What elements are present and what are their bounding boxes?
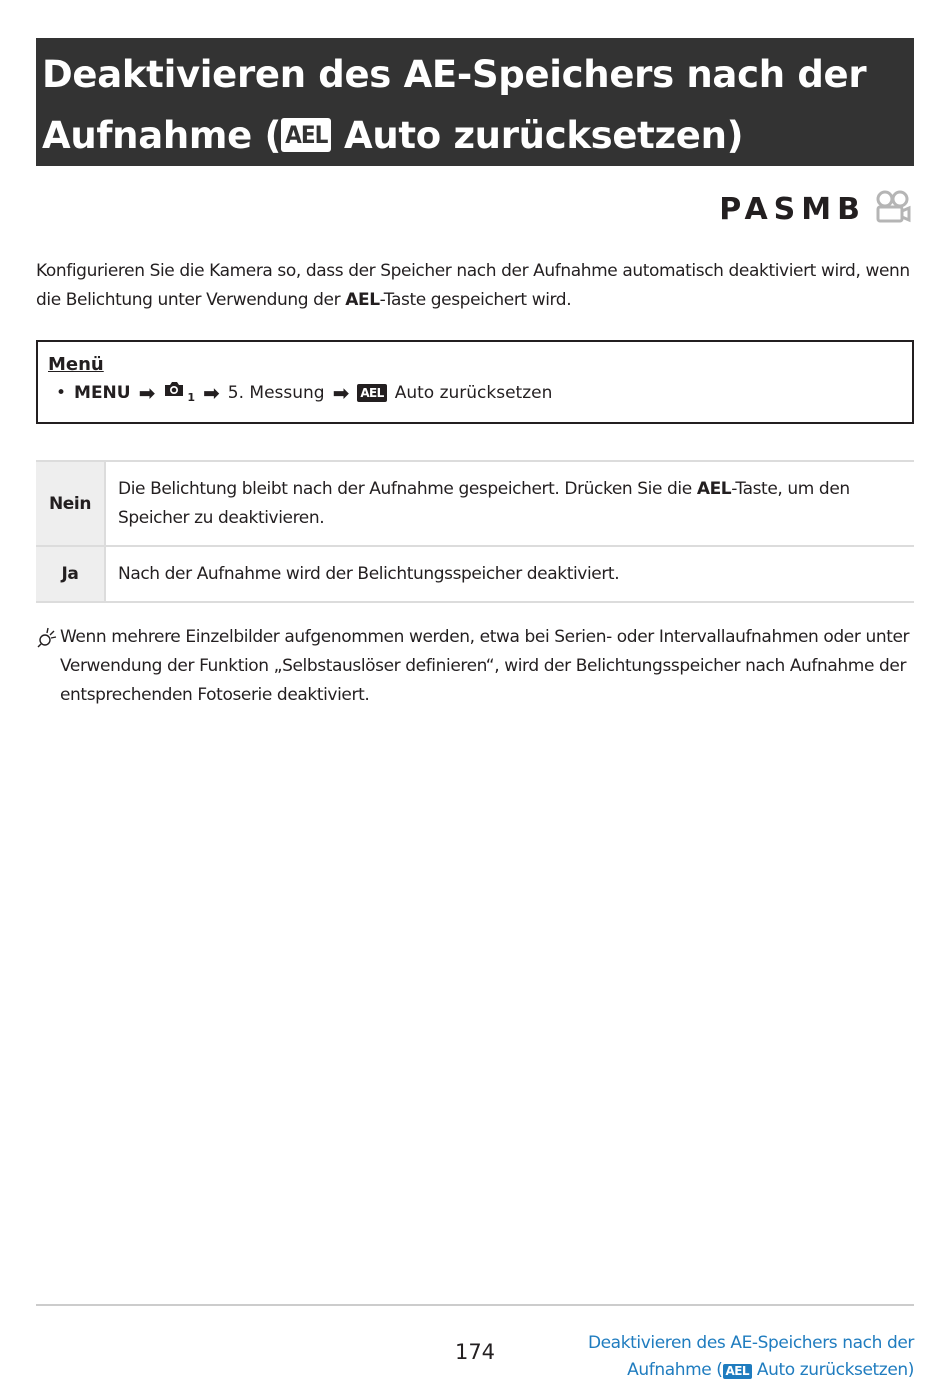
option-description: Nach der Aufnahme wird der Belichtungsspeicher deaktiviert. [105, 546, 914, 602]
option-key: Nein [36, 461, 105, 546]
option-ael-bold: AEL [696, 478, 732, 499]
movie-camera-icon [874, 190, 912, 228]
title-suffix: Auto zurücksetzen) [331, 114, 744, 157]
link-prefix[interactable]: Aufnahme ( [627, 1360, 723, 1380]
page-title [36, 38, 914, 166]
menu-box [36, 340, 914, 424]
tip-note [36, 623, 916, 710]
arrow-icon: ➡ [332, 381, 350, 405]
menu-path [56, 378, 902, 408]
camera-icon [163, 378, 185, 408]
arrow-icon: ➡ [203, 381, 220, 405]
bullet: • [56, 383, 67, 403]
camera-tab-number: 1 [187, 391, 196, 404]
option-text-end: -Taste, um den Speicher zu deaktivieren. [118, 478, 850, 528]
options-table [36, 460, 914, 603]
title-line-2 [42, 105, 914, 166]
title-prefix: Aufnahme ( [42, 114, 282, 157]
shooting-modes [719, 190, 912, 228]
section-link[interactable] [588, 1330, 914, 1384]
option-key: Ja [36, 546, 105, 602]
menu-heading: Menü [48, 354, 104, 375]
table-row [36, 546, 914, 602]
option-text: Die Belichtung bleibt nach der Aufnahme gespeichert. Drücken Sie die [118, 478, 697, 499]
note-text: Wenn mehrere Einzelbilder aufgenommen werden, etwa bei Serien- oder Intervallaufnahmen oder unter Verwendung der Funktion „Selbstauslöser definieren“, wird der Belichtungsspeicher nach Aufnahme der entsprechenden Fotoserie deaktiviert. [60, 627, 910, 705]
ael-icon: AEL [357, 384, 386, 402]
intro-paragraph [36, 257, 916, 315]
ael-icon: AEL [723, 1364, 752, 1379]
tip-icon [36, 623, 60, 710]
intro-text: Konfigurieren Sie die Kamera so, dass der Speicher nach der Aufnahme automatisch deaktiviert wird, wenn die Belichtung unter Verwendung der [36, 261, 910, 310]
title-line-1: Deaktivieren des AE-Speichers nach der [42, 53, 867, 96]
arrow-icon: ➡ [138, 381, 156, 405]
intro-text-end: -Taste gespeichert wird. [379, 290, 572, 310]
page-number: 174 [454, 1340, 496, 1364]
section-link-line1[interactable]: Deaktivieren des AE-Speichers nach der [587, 1333, 914, 1353]
mode-letters: PASMB [719, 191, 866, 227]
menu-step: 5. Messung [227, 383, 325, 403]
ael-icon: AEL [281, 118, 331, 152]
link-suffix[interactable]: Auto zurücksetzen) [751, 1360, 914, 1380]
intro-ael-bold: AEL [345, 290, 380, 310]
table-row [36, 461, 914, 546]
menu-item: Auto zurücksetzen [394, 383, 553, 403]
option-description [105, 461, 914, 546]
menu-label: MENU [74, 383, 131, 403]
footer-divider [36, 1304, 914, 1306]
